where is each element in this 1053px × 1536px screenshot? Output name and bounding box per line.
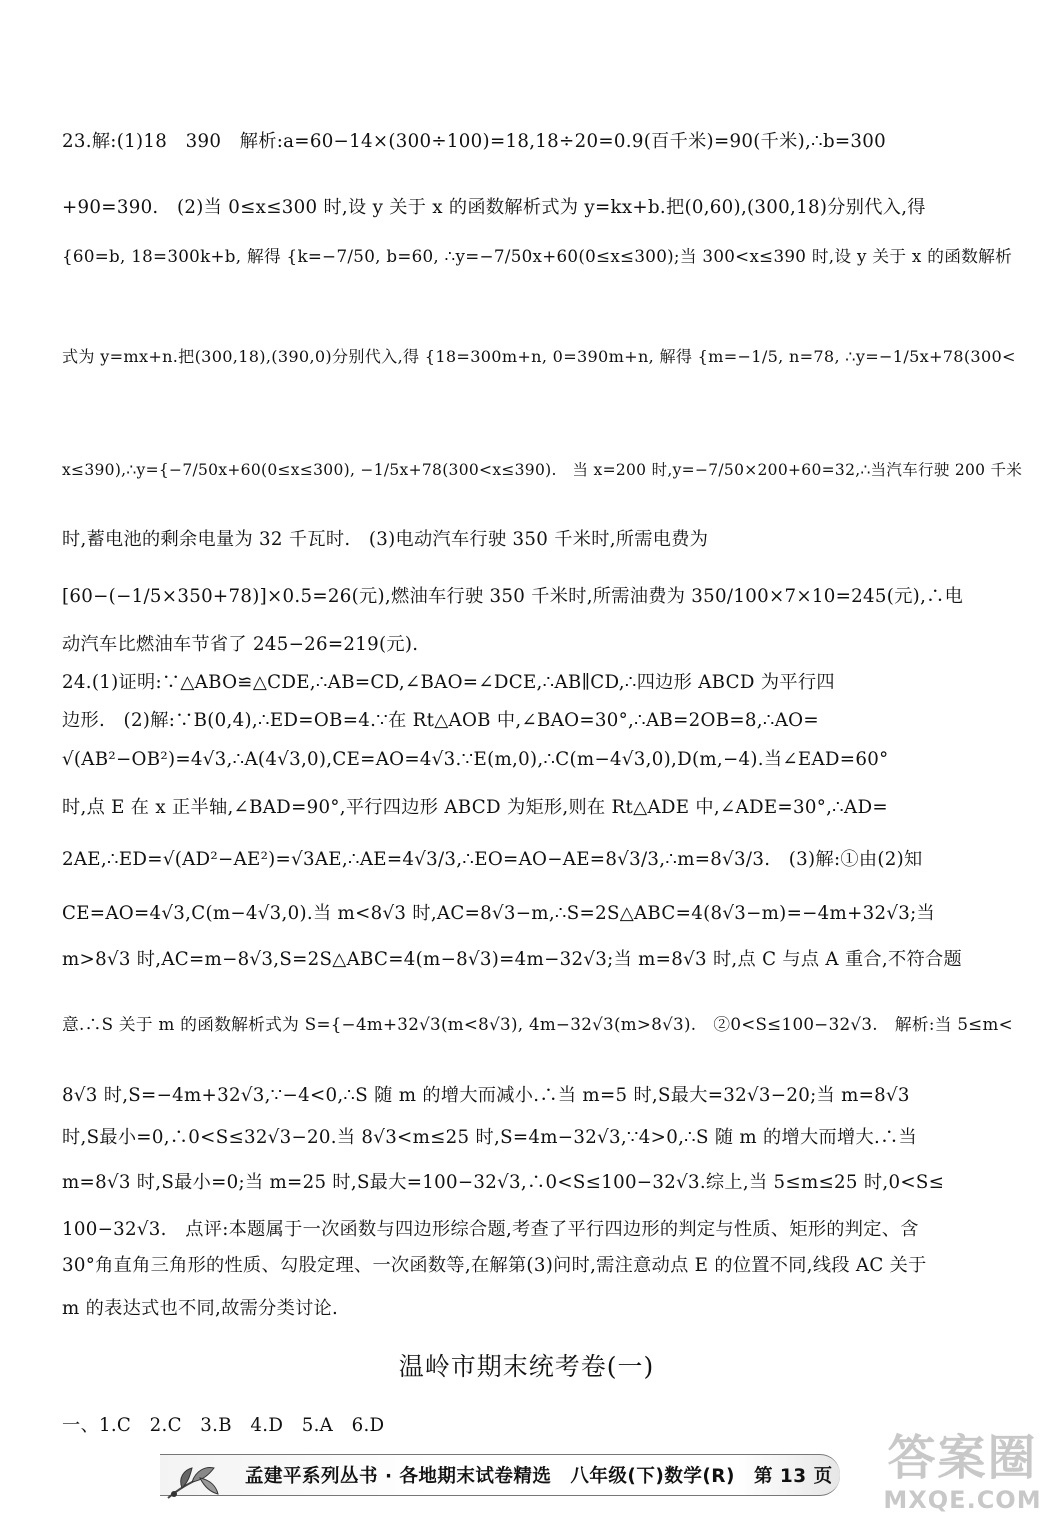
text-line: 23.解:(1)18 390 解析:a=60−14×(300÷100)=18,18÷20=0.9(百千米)=90(千米),∴b=300	[62, 131, 887, 152]
text-line: 意.∴S 关于 m 的函数解析式为 S={−4m+32√3(m<8√3), 4m−32√3(m>8√3). ②0<S≤100−32√3. 解析:当 5≤m<	[62, 1014, 1013, 1034]
flower-icon	[160, 1440, 230, 1510]
watermark-logo-text: 答案圈	[887, 1430, 1038, 1486]
text-line: 式为 y=mx+n.把(300,18),(390,0)分别代入,得 {18=300m+n, 0=390m+n, 解得 {m=−1/5, n=78, ∴y=−1/5x+78(300<	[62, 347, 1016, 366]
watermark-logo	[880, 1430, 1045, 1530]
text-line: [60−(−1/5×350+78)]×0.5=26(元),燃油车行驶 350 千米时,所需油费为 350/100×7×10=245(元),∴电	[62, 586, 964, 607]
text-line: {60=b, 18=300k+b, 解得 {k=−7/50, b=60, ∴y=−7/50x+60(0≤x≤300);当 300<x≤390 时,设 y 关于 x 的函数解析	[62, 246, 1013, 266]
text-line: 时,蓄电池的剩余电量为 32 千瓦时. (3)电动汽车行驶 350 千米时,所需电费为	[62, 529, 709, 550]
text-line: 30°角直角三角形的性质、勾股定理、一次函数等,在解第(3)问时,需注意动点 E 的位置不同,线段 AC 关于	[62, 1255, 927, 1276]
text-line: √(AB²−OB²)=4√3,∴A(4√3,0),CE=AO=4√3.∵E(m,0),∴C(m−4√3,0),D(m,−4).当∠EAD=60°	[62, 749, 889, 770]
text-line: 时,S最小=0,∴0<S≤32√3−20.当 8√3<m≤25 时,S=4m−32√3,∵4>0,∴S 随 m 的增大而增大.∴当	[62, 1127, 918, 1148]
text-line: x≤390),∴y={−7/50x+60(0≤x≤300), −1/5x+78(300<x≤390). 当 x=200 时,y=−7/50×200+60=32,∴当汽车行驶 200 千米	[62, 461, 1023, 479]
text-line: 动汽车比燃油车节省了 245−26=219(元).	[62, 634, 419, 655]
text-line: 100−32√3. 点评:本题属于一次函数与四边形综合题,考查了平行四边形的判定与性质、矩形的判定、含	[62, 1219, 919, 1240]
text-line: m>8√3 时,AC=m−8√3,S=2S△ABC=4(m−8√3)=4m−32√3;当 m=8√3 时,点 C 与点 A 重合,不符合题	[62, 949, 962, 970]
text-line: 时,点 E 在 x 正半轴,∠BAD=90°,平行四边形 ABCD 为矩形,则在 Rt△ADE 中,∠ADE=30°,∴AD=	[62, 797, 888, 818]
text-line: m 的表达式也不同,故需分类讨论.	[62, 1298, 339, 1319]
footer-text: 孟建平系列丛书 · 各地期末试卷精选 八年级(下)数学(R) 第 13 页	[245, 1466, 833, 1487]
text-line: 边形. (2)解:∵B(0,4),∴ED=OB=4.∵在 Rt△AOB 中,∠BAO=30°,∴AB=2OB=8,∴AO=	[62, 710, 819, 731]
answers-line: 一、1.C 2.C 3.B 4.D 5.A 6.D	[62, 1415, 385, 1436]
section-title: 温岭市期末统考卷(一)	[398, 1352, 655, 1381]
text-line: +90=390. (2)当 0≤x≤300 时,设 y 关于 x 的函数解析式为 y=kx+b.把(0,60),(300,18)分别代入,得	[62, 197, 926, 218]
text-line: 24.(1)证明:∵△ABO≌△CDE,∴AB=CD,∠BAO=∠DCE,∴AB∥CD,∴四边形 ABCD 为平行四	[62, 672, 835, 693]
text-line: 8√3 时,S=−4m+32√3,∵−4<0,∴S 随 m 的增大而减小.∴当 m=5 时,S最大=32√3−20;当 m=8√3	[62, 1085, 910, 1106]
text-line: CE=AO=4√3,C(m−4√3,0).当 m<8√3 时,AC=8√3−m,∴S=2S△ABC=4(8√3−m)=−4m+32√3;当	[62, 903, 936, 924]
watermark-url: MXQE.COM	[883, 1486, 1042, 1514]
text-line: 2AE,∴ED=√(AD²−AE²)=√3AE,∴AE=4√3/3,∴EO=AO−AE=8√3/3,∴m=8√3/3. (3)解:①由(2)知	[62, 849, 923, 870]
text-line: m=8√3 时,S最小=0;当 m=25 时,S最大=100−32√3,∴0<S≤100−32√3.综上,当 5≤m≤25 时,0<S≤	[62, 1172, 945, 1193]
